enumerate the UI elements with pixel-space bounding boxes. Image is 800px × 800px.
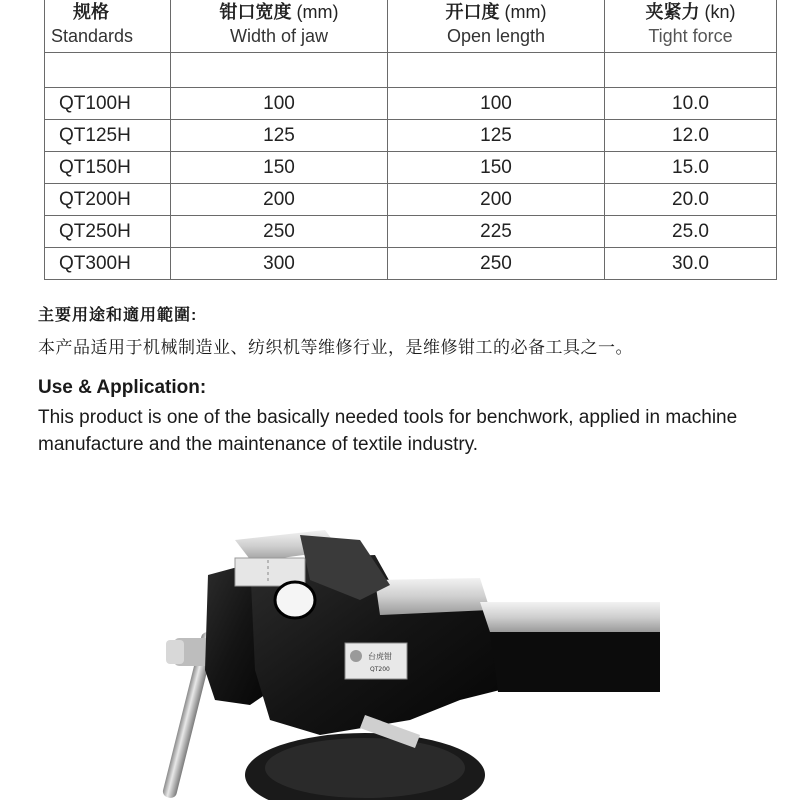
cell-force: 20.0 — [605, 184, 777, 216]
header-en: Tight force — [648, 26, 733, 46]
vise-plate-title: 台虎钳 — [368, 652, 392, 661]
table-row — [45, 88, 777, 120]
header-zh: 开口度 (mm) — [445, 2, 547, 22]
cell-open: 200 — [388, 184, 605, 216]
table-row — [45, 120, 777, 152]
vise-anvil — [375, 578, 490, 615]
header-open — [388, 0, 605, 53]
cell-width: 150 — [171, 152, 388, 184]
spec-table — [44, 0, 777, 280]
table-row — [45, 184, 777, 216]
cell-width: 200 — [171, 184, 388, 216]
cell-open: 250 — [388, 248, 605, 280]
cell-open: 225 — [388, 216, 605, 248]
header-zh: 夹紧力 (kn) — [645, 2, 736, 22]
header-width — [171, 0, 388, 53]
cell-open: 150 — [388, 152, 605, 184]
header-en: Width of jaw — [229, 26, 329, 46]
table-row — [45, 248, 777, 280]
bench-vise-image — [160, 520, 680, 800]
cell-model: QT200H — [45, 184, 171, 216]
cell-width: 300 — [171, 248, 388, 280]
header-standards — [45, 0, 171, 53]
header-zh: 规格 — [73, 2, 109, 22]
cell-open: 100 — [388, 88, 605, 120]
cell-model: QT125H — [45, 120, 171, 152]
table-row — [45, 152, 777, 184]
header-force — [605, 0, 777, 53]
cell-width: 100 — [171, 88, 388, 120]
cell-force: 30.0 — [605, 248, 777, 280]
cell-force: 12.0 — [605, 120, 777, 152]
cell-model: QT100H — [45, 88, 171, 120]
usage-text-zh: 本产品适用于机械制造业、纺织机等维修行业，是维修钳工的必备工具之一。 — [38, 338, 633, 357]
cell-model: QT150H — [45, 152, 171, 184]
vise-slide — [480, 602, 660, 632]
cell-open: 125 — [388, 120, 605, 152]
cell-force: 25.0 — [605, 216, 777, 248]
empty-row — [45, 53, 777, 88]
header-zh: 钳口宽度 (mm) — [219, 2, 339, 22]
cell-force: 15.0 — [605, 152, 777, 184]
cell-force: 10.0 — [605, 88, 777, 120]
usage-title-en: Use & Application: — [38, 377, 207, 398]
table-row — [45, 216, 777, 248]
table-header-row — [45, 0, 777, 53]
usage-title-zh: 主要用途和適用範圍: — [38, 307, 198, 324]
cell-model: QT250H — [45, 216, 171, 248]
usage-text-en: This product is one of the basically needed tools for benchwork, applied in machine manufacture and the maintenance of textile industry. — [38, 407, 738, 455]
header-en: Standards — [51, 26, 134, 46]
cell-width: 250 — [171, 216, 388, 248]
vise-plate-model: QT200 — [370, 666, 390, 673]
header-en: Open length — [446, 26, 546, 46]
cell-model: QT300H — [45, 248, 171, 280]
cell-width: 125 — [171, 120, 388, 152]
